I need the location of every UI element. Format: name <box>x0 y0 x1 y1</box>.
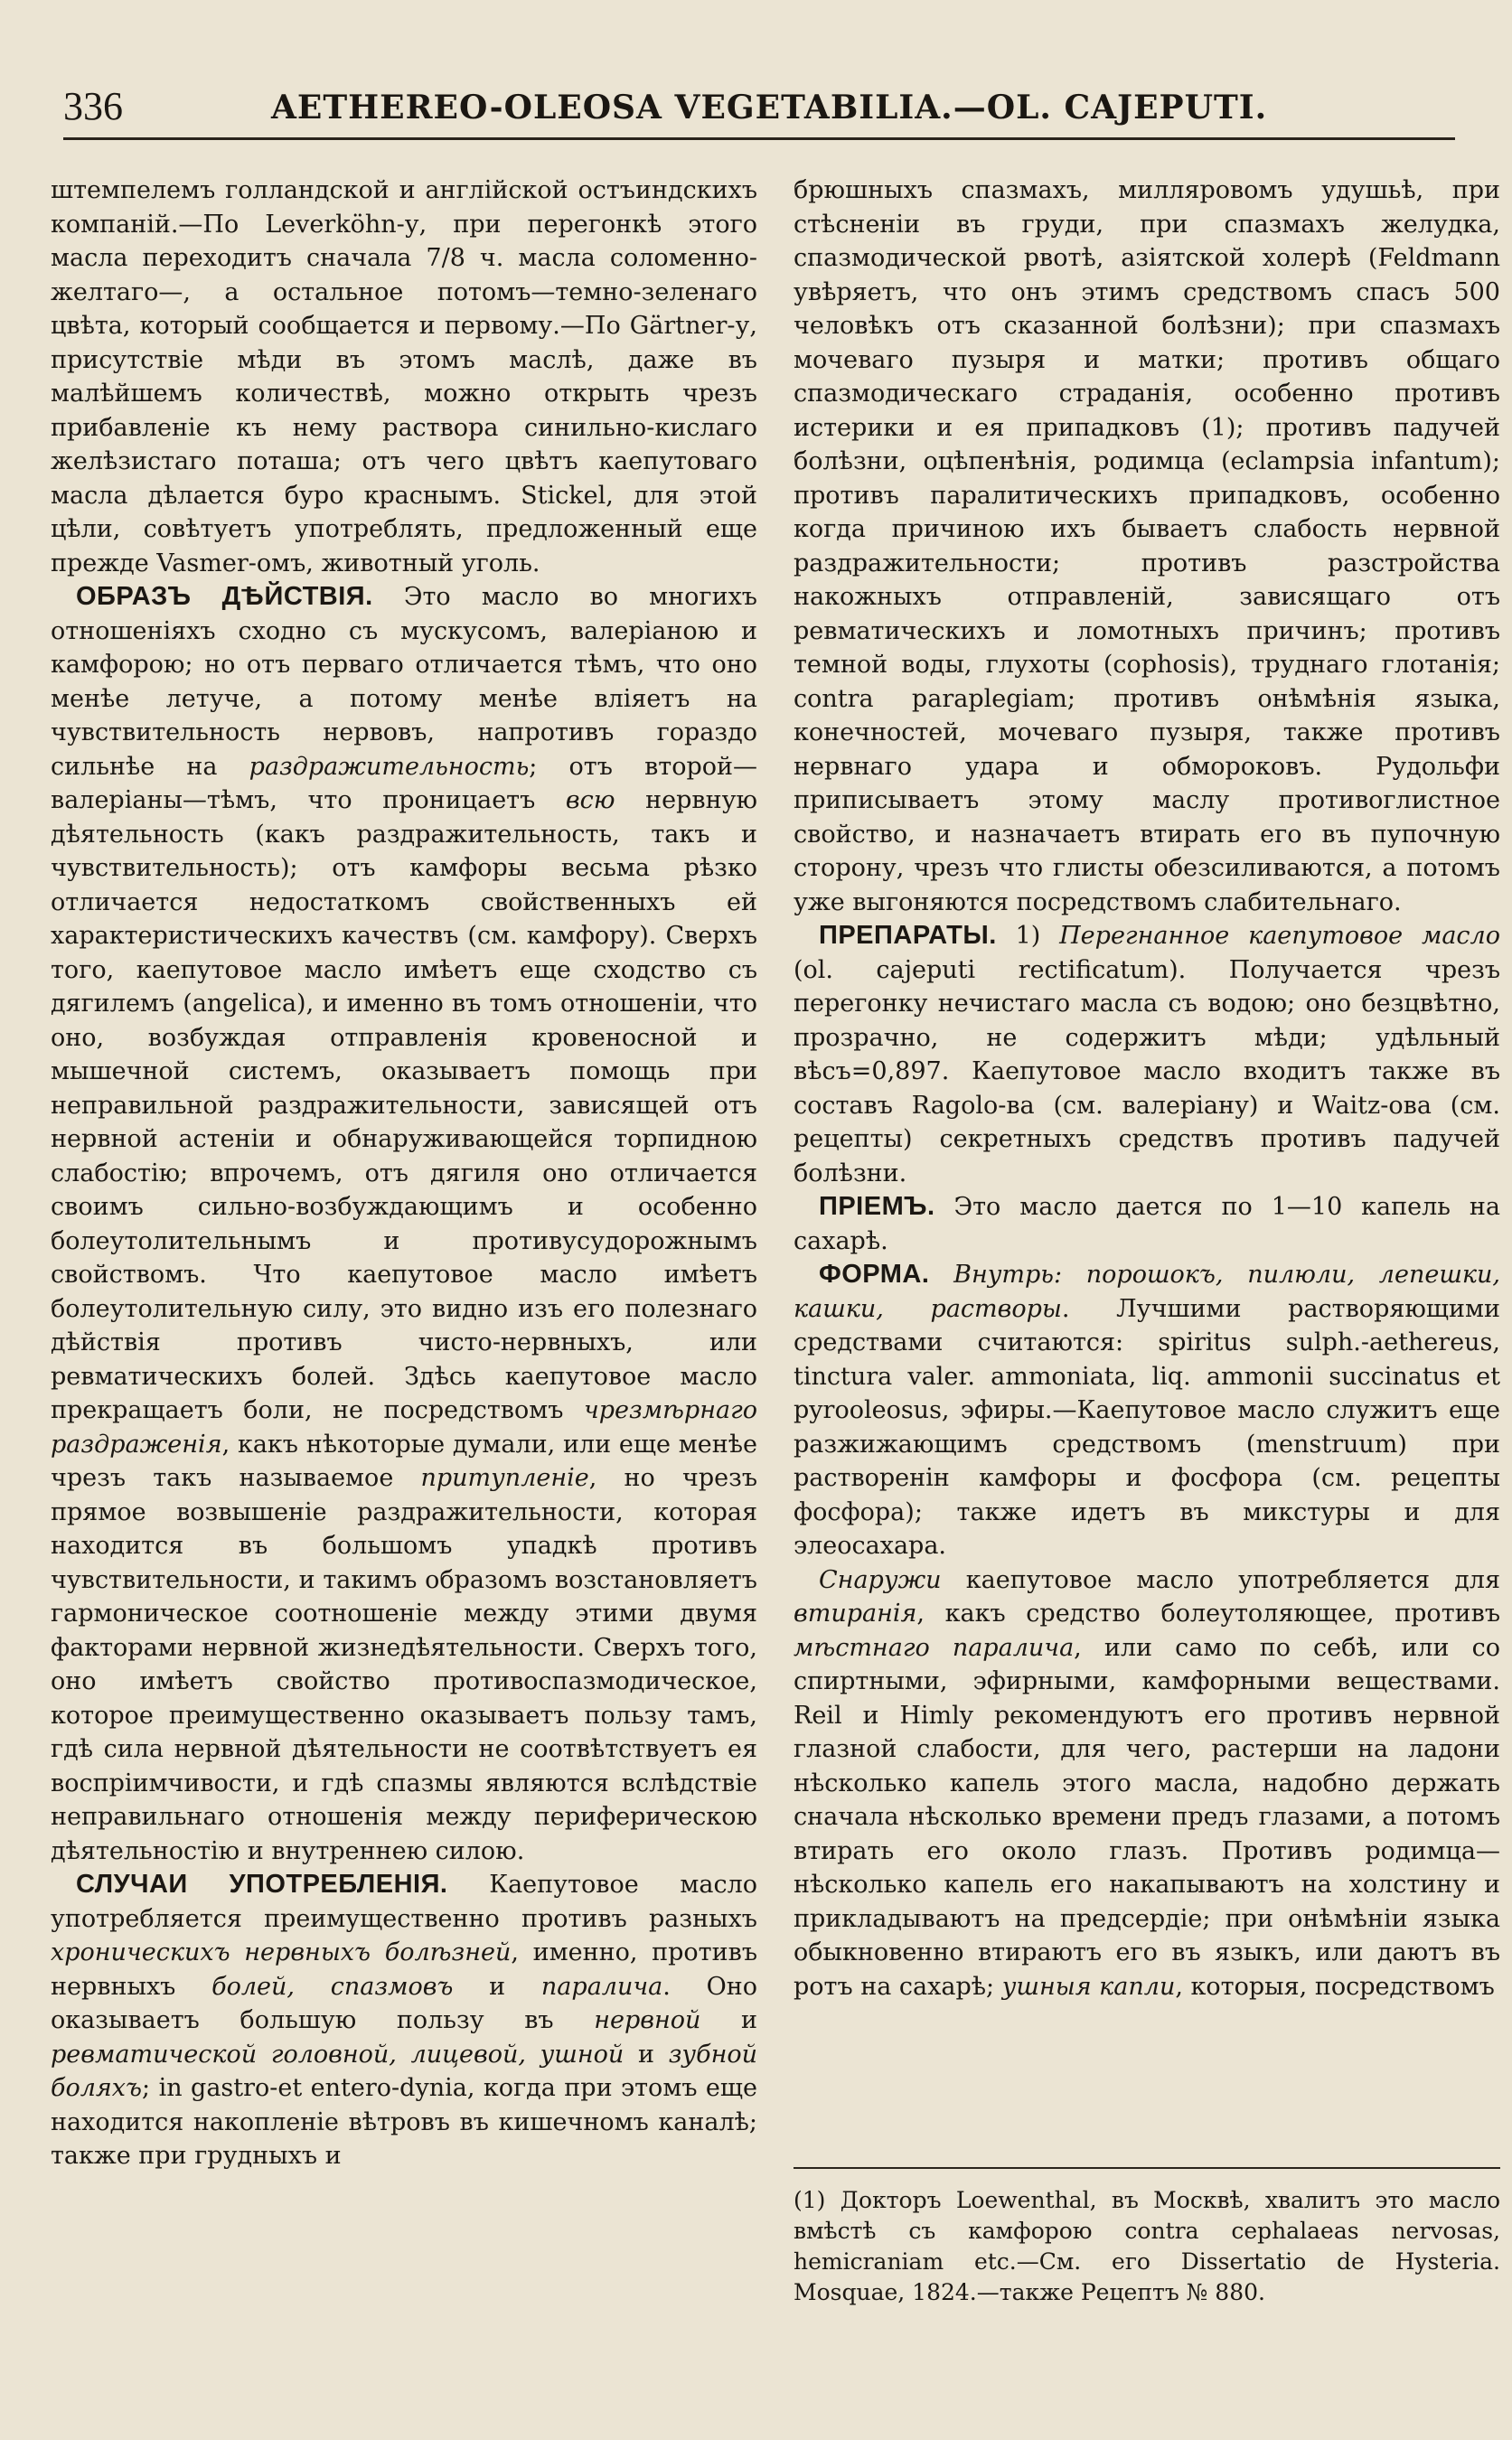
section-heading-form: ФОРМА. <box>819 1260 930 1289</box>
text-run: каепутовое масло употребляется для <box>941 1565 1500 1594</box>
paragraph-form <box>794 1258 1500 1563</box>
text-run: ; отъ второй—валеріаны—тѣмъ, что проницаетъ <box>51 752 758 814</box>
paragraph-usage <box>51 1868 757 2173</box>
section-heading-usage: СЛУЧАИ УПОТРЕБЛЕНІЯ. <box>76 1870 448 1899</box>
italic-run: втиранія <box>794 1600 917 1628</box>
page-header <box>63 83 1455 140</box>
italic-run: чрезмѣрнаго раздраженія <box>51 1396 757 1459</box>
text-run: Каепутовое масло употребляется преимущественно противъ разныхъ <box>51 1871 757 1933</box>
text-run: , но чрезъ прямое возвышеніе раздражительности, которая находится въ большомъ упадкѣ противъ чувствительности, и такимъ образомъ возстановляетъ гармоническое соотношеніе между этими двумя факторами нервной жизнедѣятельности. Сверхъ того, оно имѣетъ свойство противоспазмодическое, которое преимущественно оказываетъ пользу тамъ, гдѣ сила нервной дѣятельности не соотвѣтствуетъ ея воспріимчивости, и гдѣ спазмы являются вслѣдствіе неправильнаго отношенія между периферическою дѣятельностію и внутреннею силою. <box>51 1464 758 1865</box>
page-number: 336 <box>63 84 123 128</box>
section-heading-preparations: ПРЕПАРАТЫ. <box>819 921 997 950</box>
paragraph-continuation <box>794 174 1500 919</box>
text-run: , или само по себѣ, или со спиртными, эфирными, камфорными веществами. Reil и Himly рекомендуютъ его противъ нервной глазной слабости, для чего, растерши на ладони нѣсколько капель этого масла, надобно держать сначала нѣсколько времени предъ глазами, а потомъ втирать его около глазъ. Противъ родимца—нѣсколько капель его накапываютъ на холстину и прикладываютъ на предсердіе; при онѣмѣніи языка обыкновенно втираютъ его въ языкъ, или даютъ въ ротъ на сахарѣ; <box>794 1633 1501 2001</box>
text-run: , именно, противъ нервныхъ <box>51 1938 757 2001</box>
italic-run: болей, спазмовъ <box>211 1972 454 2001</box>
text-run: , какъ средство болеутоляющее, противъ <box>916 1600 1500 1628</box>
italic-run: нервной <box>594 2006 701 2034</box>
running-title: AETHEREO-OLEOSA VEGETABILIA.—OL. CAJEPUTI. <box>271 89 1268 127</box>
footnote: (1) Докторъ Loewenthal, въ Москвѣ, хвалитъ это масло вмѣстѣ съ камфорою contra cephalaeas nervosas, hemicraniam etc.—См. его Dissertatio de Hysteria. Mosquae, 1824.—также Рецептъ № 880. <box>794 2187 1500 2305</box>
section-heading-action: ОБРАЗЪ ДѢЙСТВІЯ. <box>76 582 373 611</box>
text-run: . Лучшими растворяющими средствами считаются: spiritus sulph.-aethereus, tinctura valer. ammoniata, liq. ammonii succinatus et pyrooleosus, эфиры.—Каепутовое масло служитъ еще разжижающимъ средствомъ (menstruum) при растворенін камфоры и фосфора (см. рецепты фосфора); также идетъ въ микстуры и для элеосахара. <box>794 1294 1500 1560</box>
text-run: (ol. cajeputi rectificatum). Получается чрезъ перегонку нечистаго масла съ водою; оно безцвѣтно, прозрачно, не содержитъ мѣди; удѣльный вѣсъ=0,897. Каепутовое масло входитъ также въ составъ Ragolo-ва (см. валеріану) и Waitz-ова (см. рецепты) секретныхъ средствъ противъ падучей болѣзни. <box>794 955 1500 1187</box>
italic-run: мѣстнаго паралича <box>794 1633 1075 1662</box>
italic-run: хроническихъ нервныхъ болѣзней <box>51 1938 512 1966</box>
text-run: Это масло во многихъ отношеніяхъ сходно съ мускусомъ, валеріаною и камфорою; но отъ перваго отличается тѣмъ, что оно менѣе летуче, а потому менѣе вліяетъ на чувствительность нервовъ, напротивъ гораздо сильнѣе на <box>51 583 757 781</box>
paragraph-text: брюшныхъ спазмахъ, милляровомъ удушьѣ, при стѣсненіи въ груди, при спазмахъ желудка, спазмодической рвотѣ, азіятской холерѣ (Feldmann увѣряетъ, что онъ этимъ средствомъ спасъ 500 человѣкъ отъ сказанной болѣзни); при спазмахъ мочеваго пузыря и матки; противъ общаго спазмодическаго страданія, особенно противъ истерики и ея припадковъ (1); противъ падучей болѣзни, оцѣпенѣнія, родимца (eclampsia infantum); противъ паралитическихъ припадковъ, особенно когда причиною ихъ бываетъ слабость нервной раздражительности; противъ разстройства накожныхъ отправленій, зависящаго отъ ревматическихъ и ломотныхъ причинъ; противъ темной воды, глухоты (cophosis), труднаго глотанія; contra paraplegiam; противъ онѣмѣнія языка, конечностей, мочеваго пузыря, также противъ нервнаго удара и обмороковъ. Рудольфи приписываетъ этому маслу противоглистное свойство, и назначаетъ втирать его въ пупочную сторону, чрезъ что глисты обезсиливаются, а потомъ уже выгоняются посредствомъ слабительнаго. <box>794 176 1500 916</box>
italic-run: Внутрь: порошокъ, пилюли, лепешки, кашки, растворы <box>794 1261 1500 1323</box>
italic-run: Перегнанное каепутовое масло <box>1059 922 1500 950</box>
section-heading-dose: ПРІЕМЪ. <box>819 1192 935 1221</box>
text-run: . Оно оказываетъ большую пользу въ <box>51 1972 757 2034</box>
italic-run: притупленіе <box>420 1464 589 1492</box>
text-run: нервную дѣятельность (какъ раздражительность, такъ и чувствительность); отъ камфоры весьма рѣзко отличается недостаткомъ свойственныхъ ей характеристическихъ качествъ (см. камфору). Сверхъ того, каепутовое масло имѣетъ еще сходство съ дягилемъ (angelica), и именно въ томъ отношеніи, что оно, возбуждая отправленія кровеносной и мышечной системъ, оказываетъ помощь при неправильной раздражительности, зависящей отъ нервной астеніи и обнаруживающейся торпидною слабостію; впрочемъ, отъ дягиля оно отличается своимъ сильно-возбуждающимъ и особенно болеутолительнымъ и противусудорожнымъ свойствомъ. Что каепутовое масло имѣетъ болеутолительную силу, это видно изъ его полезнаго дѣйствія противъ чисто-нервныхъ, или ревматическихъ болей. Здѣсь каепутовое масло прекращаетъ боли, не посредствомъ <box>51 786 758 1424</box>
paragraph-continuation <box>51 174 757 580</box>
text-run: 1) <box>996 922 1060 950</box>
text-run: и <box>700 2006 758 2034</box>
italic-run: ревматической головной, лицевой, ушной <box>51 2040 625 2069</box>
italic-run: ушныя капли <box>1001 1972 1176 2001</box>
text-run: и <box>453 1972 541 2001</box>
text-run: Это масло дается по 1—10 капель на сахарѣ. <box>794 1193 1500 1255</box>
paragraph-dose <box>794 1190 1500 1258</box>
paragraph-preparations <box>794 919 1500 1190</box>
text-run: ; in gastro-et entero-dynia, когда при этомъ еще находится накопленіе вѣтровъ въ кишечномъ каналѣ; также при грудныхъ и <box>51 2074 757 2170</box>
text-run: , какъ нѣкоторые думали, или еще менѣе чрезъ такъ называемое <box>51 1430 757 1492</box>
text-run: , которыя, посредствомъ <box>1175 1972 1495 2001</box>
left-column <box>51 174 757 2216</box>
italic-run: Снаружи <box>819 1565 942 1594</box>
italic-run: паралича <box>540 1972 663 2001</box>
footnote-rule <box>794 2167 1500 2169</box>
paragraph-external <box>794 1563 1500 2004</box>
paragraph-text: штемпелемъ голландской и англійской остъиндскихъ компаній.—По Leverköhn-у, при перегонкѣ этого масла переходитъ сначала 7/8 ч. масла соломенно-желтаго—, а остальное потомъ—темно-зеленаго цвѣта, который сообщается и первому.—По Gärtner-у, присутствіе мѣди въ этомъ маслѣ, даже въ малѣйшемъ количествѣ, можно открыть чрезъ прибавленіе къ нему раствора синильно-кислаго желѣзистаго поташа; отъ чего цвѣтъ каепутоваго масла дѣлается буро краснымъ. Stickel, для этой цѣли, совѣтуетъ употреблять, предложенный еще прежде Vasmer-омъ, животный уголь. <box>51 176 757 577</box>
text-run: и <box>624 2040 669 2069</box>
right-column <box>794 174 1500 2153</box>
italic-run: всю <box>565 786 615 814</box>
italic-run: зубной боляхъ <box>51 2040 757 2102</box>
paragraph-action <box>51 580 757 1868</box>
italic-run: раздражительность <box>249 752 530 781</box>
